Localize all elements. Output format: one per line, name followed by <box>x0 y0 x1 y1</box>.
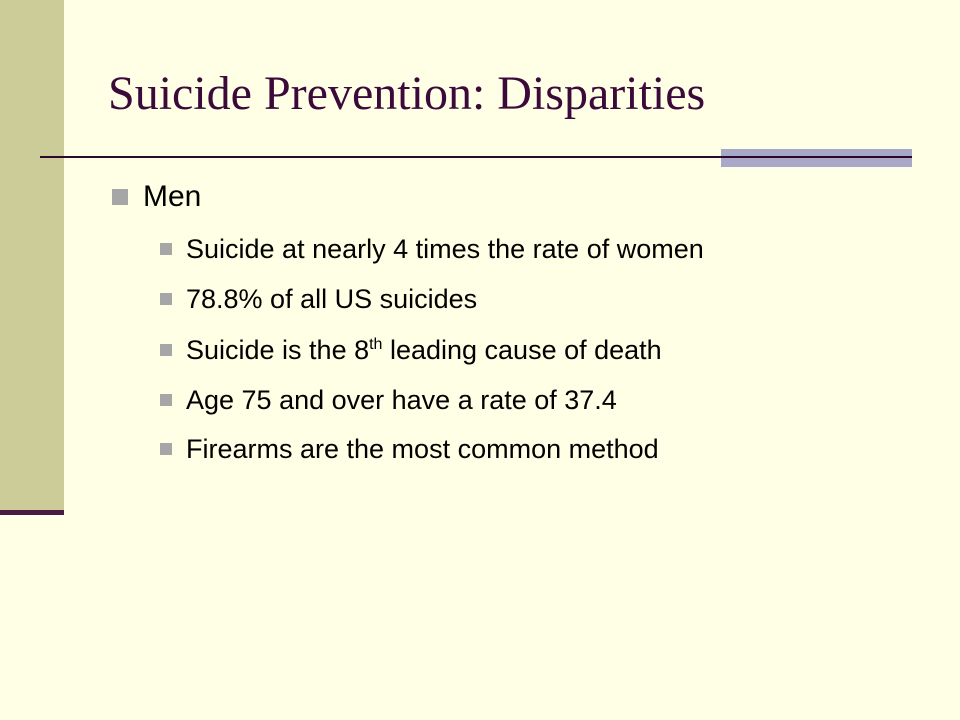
side-bar-accent <box>0 510 64 515</box>
side-bar-decoration <box>0 0 64 512</box>
sub-bullet-text: Age 75 and over have a rate of 37.4 <box>186 384 617 415</box>
sub-bullet-percentage <box>160 282 477 316</box>
sub-bullet-firearms <box>160 432 659 466</box>
sub-bullet-text: 78.8% of all US suicides <box>186 283 478 314</box>
sub-bullet-rate <box>160 232 704 266</box>
ordinal-superscript: th <box>369 335 383 353</box>
bullet-text: Men <box>143 180 202 213</box>
bullet-men <box>112 180 201 214</box>
sub-bullet-text-before: Suicide is the 8 <box>186 334 370 365</box>
square-bullet-icon <box>112 189 128 205</box>
square-bullet-icon <box>160 293 172 305</box>
title-divider-accent-line <box>721 156 912 158</box>
sub-bullet-text: Firearms are the most common method <box>186 433 659 464</box>
sub-bullet-text: Suicide at nearly 4 times the rate of women <box>186 233 704 264</box>
sub-bullet-age <box>160 383 617 417</box>
sub-bullet-text-after: leading cause of death <box>382 334 662 365</box>
sub-bullet-text <box>186 335 662 366</box>
square-bullet-icon <box>160 394 172 406</box>
title-divider-accent <box>721 149 912 167</box>
square-bullet-icon <box>160 243 172 255</box>
slide-title: Suicide Prevention: Disparities <box>108 67 706 120</box>
square-bullet-icon <box>160 344 172 356</box>
square-bullet-icon <box>160 443 172 455</box>
sub-bullet-leading-cause <box>160 333 662 367</box>
